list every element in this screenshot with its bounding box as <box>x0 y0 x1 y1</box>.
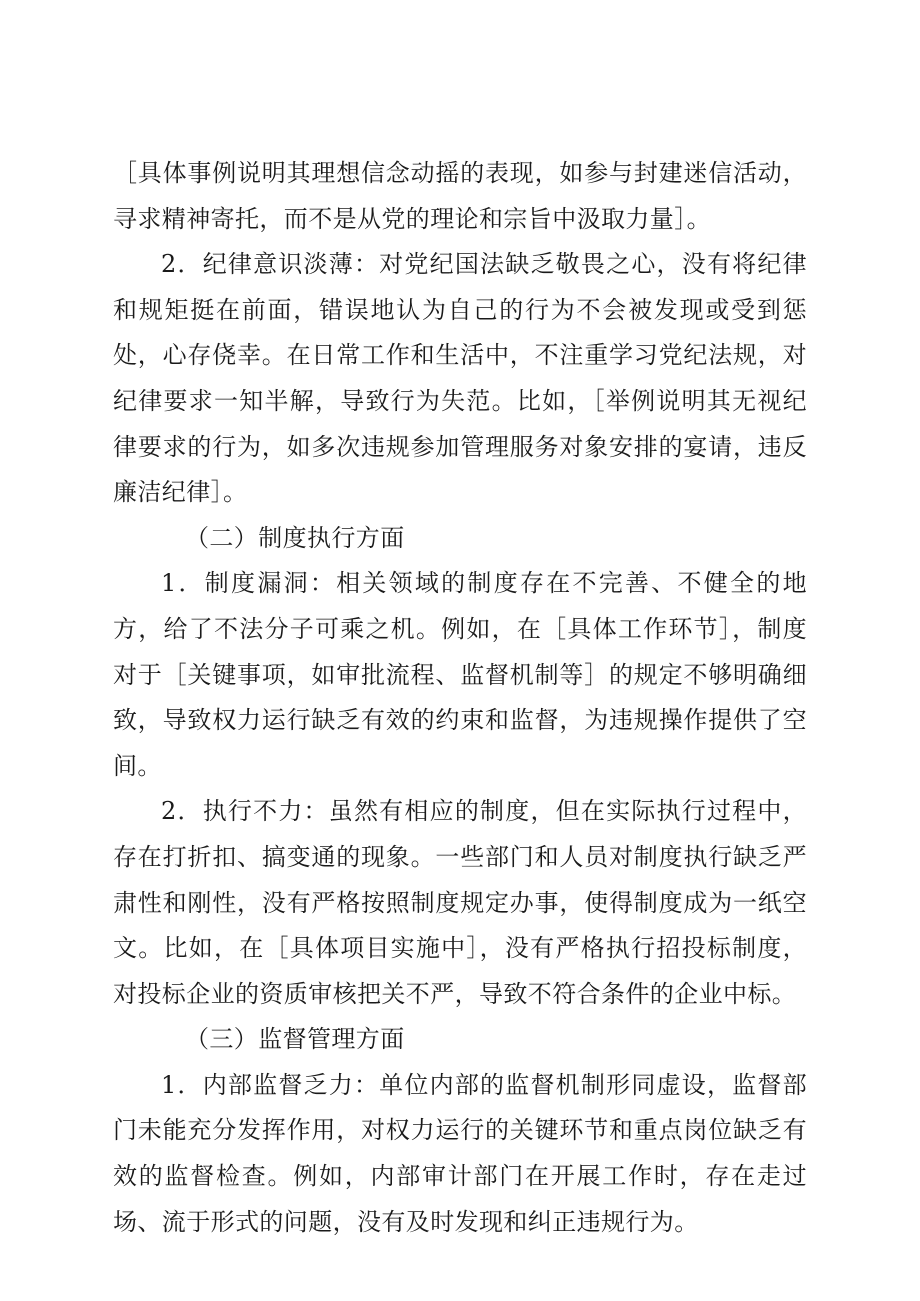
section-heading-system-execution: （二）制度执行方面 <box>185 523 405 552</box>
paragraph-execution-weak: 2．执行不力：虽然有相应的制度，但在实际执行过程中，存在打折扣、搞变通的现象。一些部门和人员对制度执行缺乏严肃性和刚性，没有严格按照制度规定办事，使得制度成为一纸空文。比如，在［具体项目实施中］，没有严格执行招投标制度，对投标企业的资质审核把关不严，导致不符合条件的企业中标。 <box>113 797 807 1008</box>
paragraph-discipline: 2．纪律意识淡薄：对党纪国法缺乏敬畏之心，没有将纪律和规矩挺在前面，错误地认为自己的行为不会被发现或受到惩处，心存侥幸。在日常工作和生活中，不注重学习党纪法规，对纪律要求一知半解，导致行为失范。比如，［举例说明其无视纪律要求的行为，如多次违规参加管理服务对象安排的宴请，违反廉洁纪律］。 <box>113 250 807 507</box>
section-heading-supervision: （三）监督管理方面 <box>185 1025 405 1054</box>
paragraph-system-loophole: 1．制度漏洞：相关领域的制度存在不完善、不健全的地方，给了不法分子可乘之机。例如，在［具体工作环节］，制度对于［关键事项，如审批流程、监督机制等］的规定不够明确细致，导致权力运行缺乏有效的约束和监督，为违规操作提供了空间。 <box>113 569 807 780</box>
paragraph-ideals-example: ［具体事例说明其理想信念动摇的表现，如参与封建迷信活动，寻求精神寄托，而不是从党的理论和宗旨中汲取力量］。 <box>113 159 807 233</box>
document-body <box>113 151 807 1245</box>
paragraph-internal-supervision: 1．内部监督乏力：单位内部的监督机制形同虚设，监督部门未能充分发挥作用，对权力运行的关键环节和重点岗位缺乏有效的监督检查。例如，内部审计部门在开展工作时，存在走过场、流于形式的问题，没有及时发现和纠正违规行为。 <box>113 1070 807 1236</box>
